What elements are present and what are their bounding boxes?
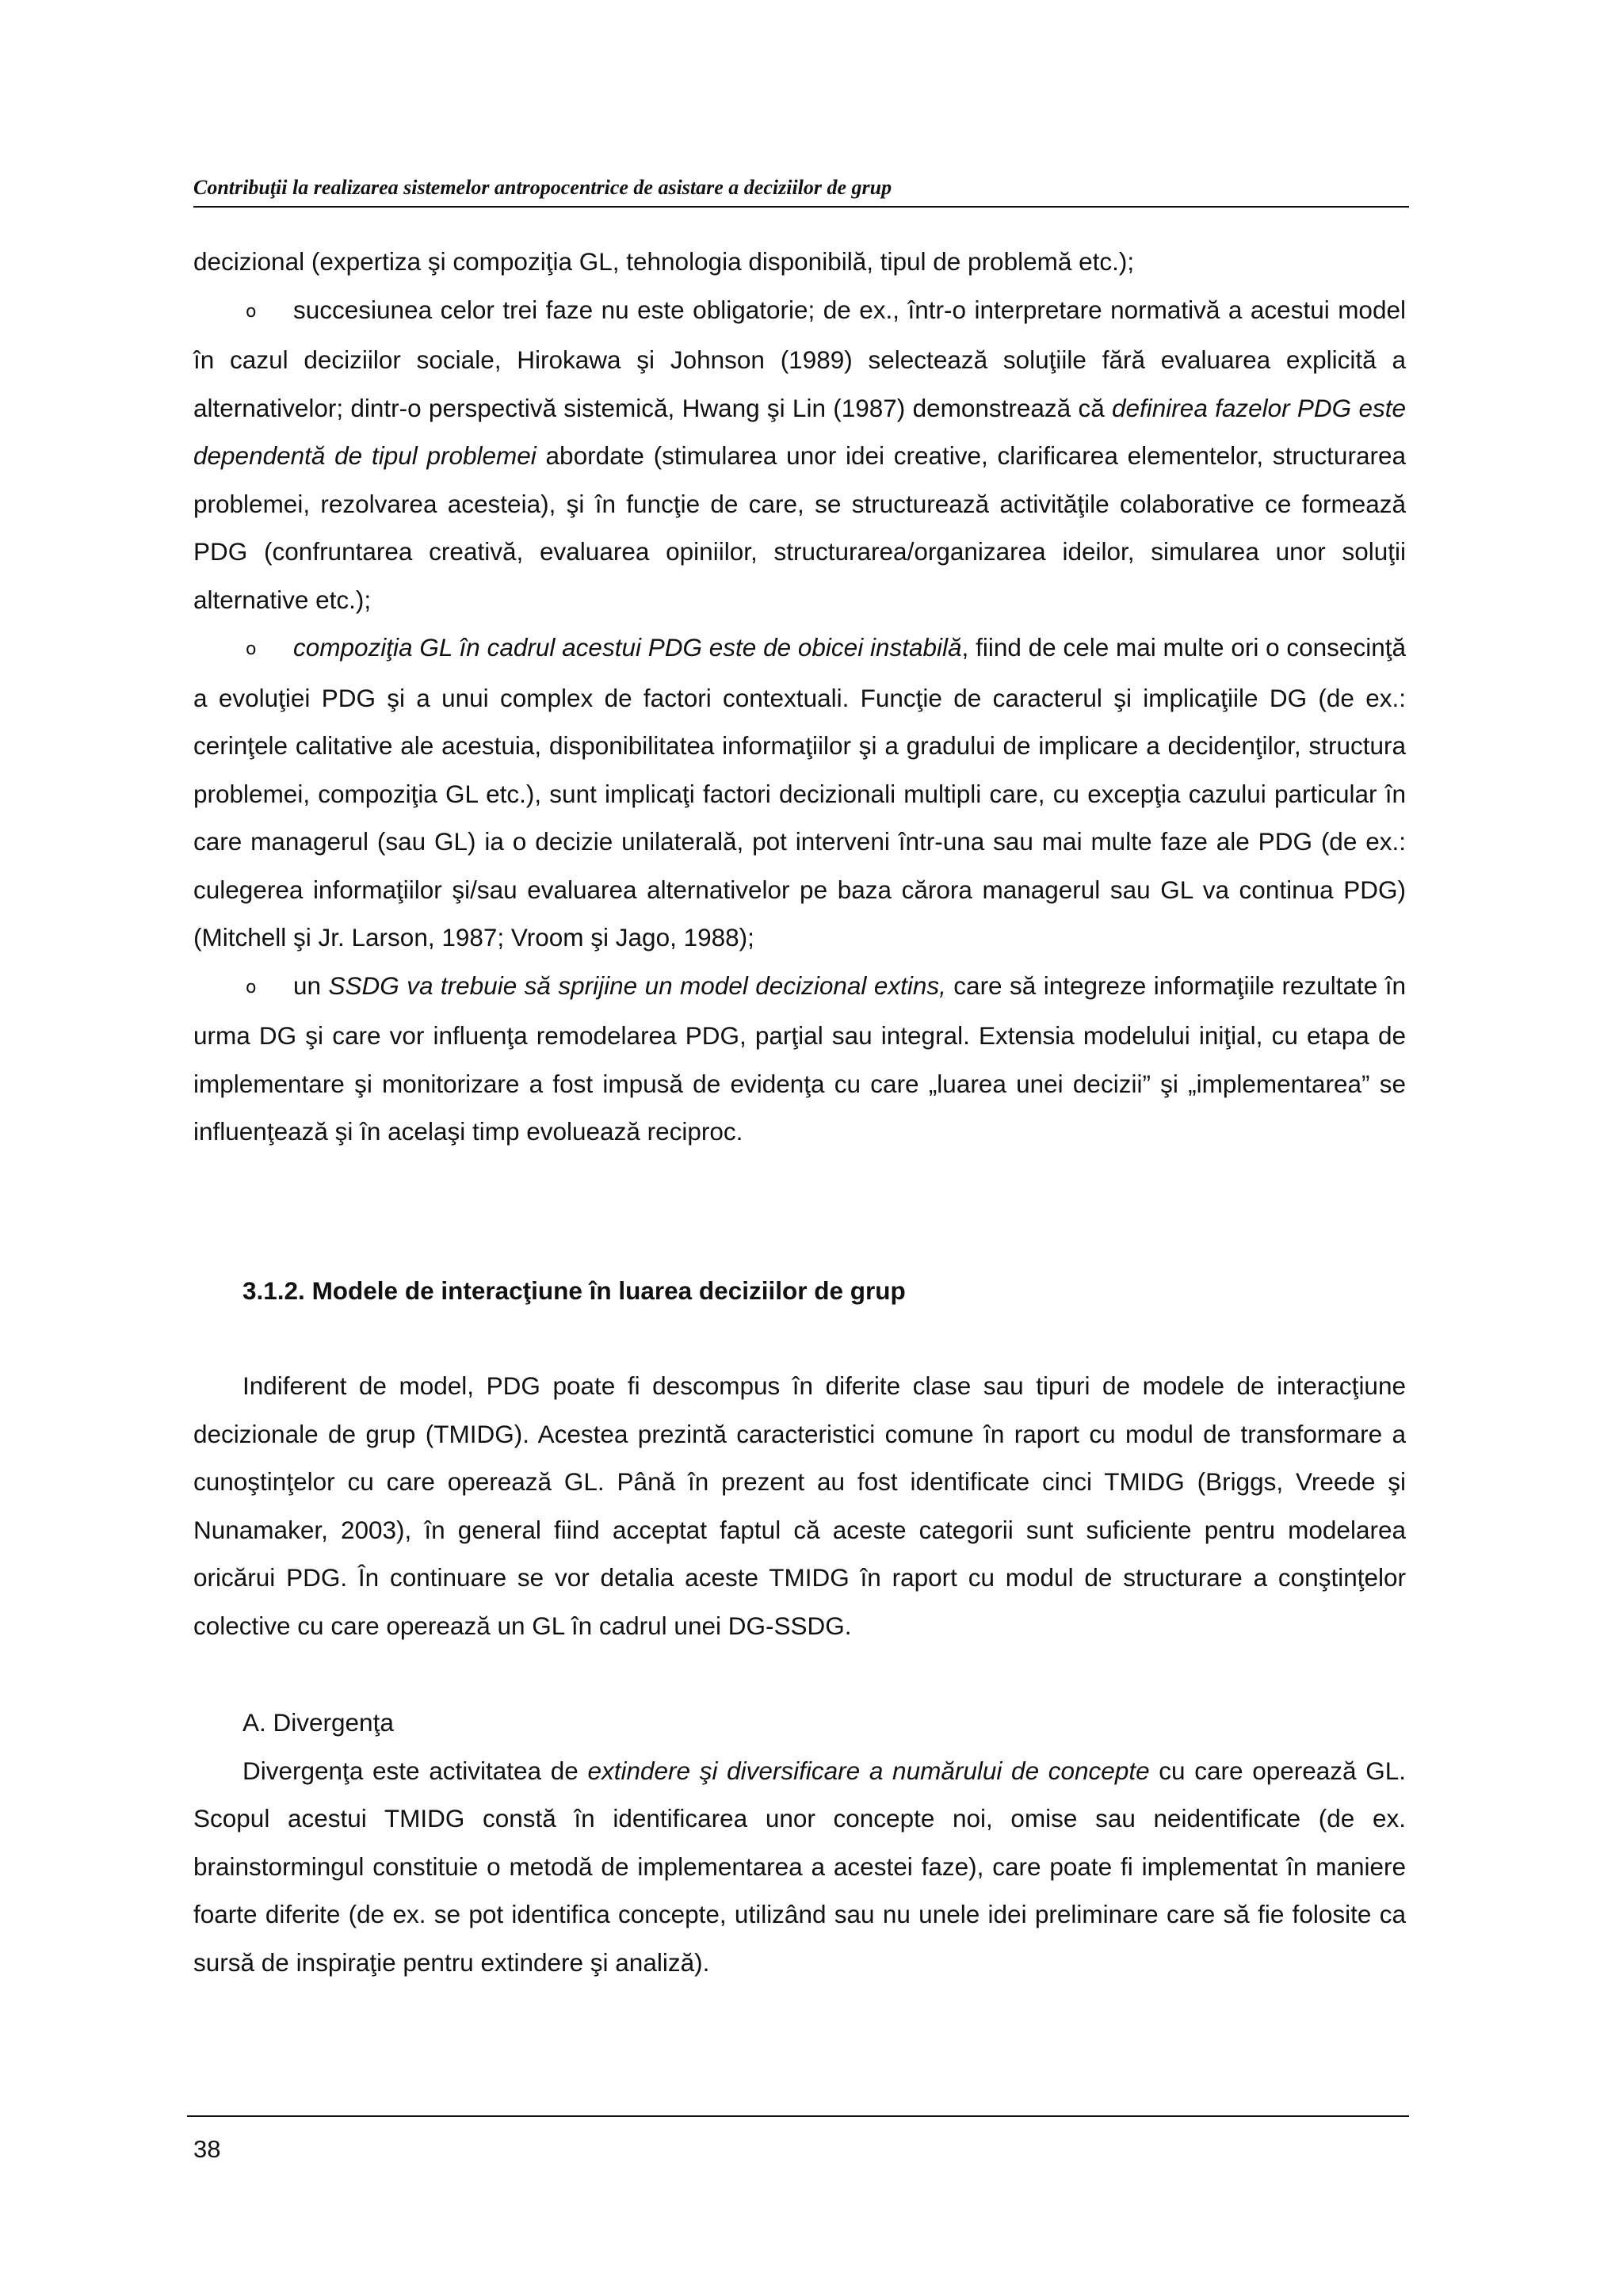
- continuation-paragraph: decizional (expertiza şi compoziţia GL, tehnologia disponibilă, tipul de problemă etc.);: [193, 247, 1135, 276]
- bullet-text: succesiunea celor trei faze nu este obligatorie; de ex., într-o interpretare normativă a acestui model în cazul deciziilor sociale, Hirokawa şi Johnson (1989) selectează soluţiile fără evaluarea explicită a alternativelor; dintr-o perspectivă sistemică, Hwang şi Lin (1987) demonstrează că: [193, 295, 1406, 422]
- paragraph-text: cu care operează GL. Scopul acestui TMIDG constă în identificarea unor concepte noi, omise sau neidentificate (de ex. brainstormingul constituie o metodă de implementarea a acestei faze), care poate fi implementat în maniere foarte diferite (de ex. se pot identifica concepte, utilizând sau nu unele idei preliminare care să fie folosite ca sursă de inspiraţie pentru extindere şi analiză).: [193, 1756, 1406, 1977]
- bullet-emphasis: compoziţia GL în cadrul acestui PDG este de obicei instabilă: [293, 633, 962, 662]
- running-header: Contribuţii la realizarea sistemelor antropocentrice de asistare a deciziilor de grup: [193, 176, 892, 199]
- bullet-item: [193, 286, 1406, 624]
- bullet-text: abordate (stimularea unor idei creative, clarificarea elementelor, structurarea problemei, rezolvarea acesteia), şi în funcţie de care, se structurează activităţile colaborative ce formează PDG (confruntarea creativă, evaluarea opiniilor, structurarea/organizarea ideilor, simularea unor soluţii alternative etc.);: [193, 441, 1406, 614]
- page-body: [193, 238, 1406, 1986]
- bullet-text: , fiind de cele mai multe ori o consecinţă a evoluţiei PDG şi a unui complex de factori contextuali. Funcţie de caracterul şi implicaţiile DG (de ex.: cerinţele calitative ale acestuia, disponibilitatea informaţiilor şi a gradului de implicare a decidenţilor, structura problemei, compoziţia GL etc.), sunt implicaţi factori decizionali multipli care, cu excepţia cazului particular în care managerul (sau GL) ia o decizie unilaterală, pot interveni într-una sau mai multe faze ale PDG (de ex.: culegerea informaţiilor şi/sau evaluarea alternativelor pe baza cărora managerul sau GL va continua PDG) (Mitchell şi Jr. Larson, 1987; Vroom şi Jago, 1988);: [193, 633, 1406, 952]
- bullet-marker: o: [246, 301, 257, 322]
- body-paragraph: Indiferent de model, PDG poate fi descompus în diferite clase sau tipuri de modele de interacţiune decizionale de grup (TMIDG). Acestea prezintă caracteristici comune în raport cu modul de transformare a cunoştinţelor cu care operează GL. Până în prezent au fost identificate cinci TMIDG (Briggs, Vreede şi Nunamaker, 2003), în general fiind acceptat faptul că aceste categorii sunt suficiente pentru modelarea oricărui PDG. În continuare se vor detalia aceste TMIDG în raport cu modul de structurare a conştinţelor colective cu care operează un GL în cadrul unei DG-SSDG.: [193, 1371, 1406, 1640]
- section-heading: 3.1.2. Modele de interacţiune în luarea deciziilor de grup: [242, 1276, 906, 1305]
- bullet-emphasis: definirea fazelor PDG este dependentă de tipul problemei: [193, 393, 1406, 470]
- paragraph-emphasis: extindere şi diversificare a numărului de concepte: [587, 1756, 1150, 1785]
- paragraph-text: Divergenţa este activitatea de: [242, 1756, 588, 1785]
- header-rule: [193, 206, 1409, 208]
- footer-rule: [187, 2115, 1409, 2117]
- page-number: 38: [193, 2135, 221, 2163]
- subsection-heading: A. Divergenţa: [242, 1708, 394, 1737]
- bullet-item: [193, 962, 1406, 1156]
- bullet-marker: o: [246, 639, 257, 659]
- body-paragraph: [193, 1747, 1406, 1987]
- bullet-emphasis: SSDG va trebuie să sprijine un model decizional extins,: [328, 971, 946, 1000]
- bullet-item: [193, 624, 1406, 962]
- bullet-text: un: [293, 971, 329, 1000]
- bullet-marker: o: [246, 977, 257, 997]
- bullet-text: care să integreze informaţiile rezultate în urma DG şi care vor influenţa remodelarea PDG, parţial sau integral. Extensia modelului iniţial, cu etapa de implementare şi monitorizare a fost impusă de evidenţa cu care „luarea unei decizii” şi „implementarea” se influenţează şi în acelaşi timp evoluează reciproc.: [193, 971, 1407, 1146]
